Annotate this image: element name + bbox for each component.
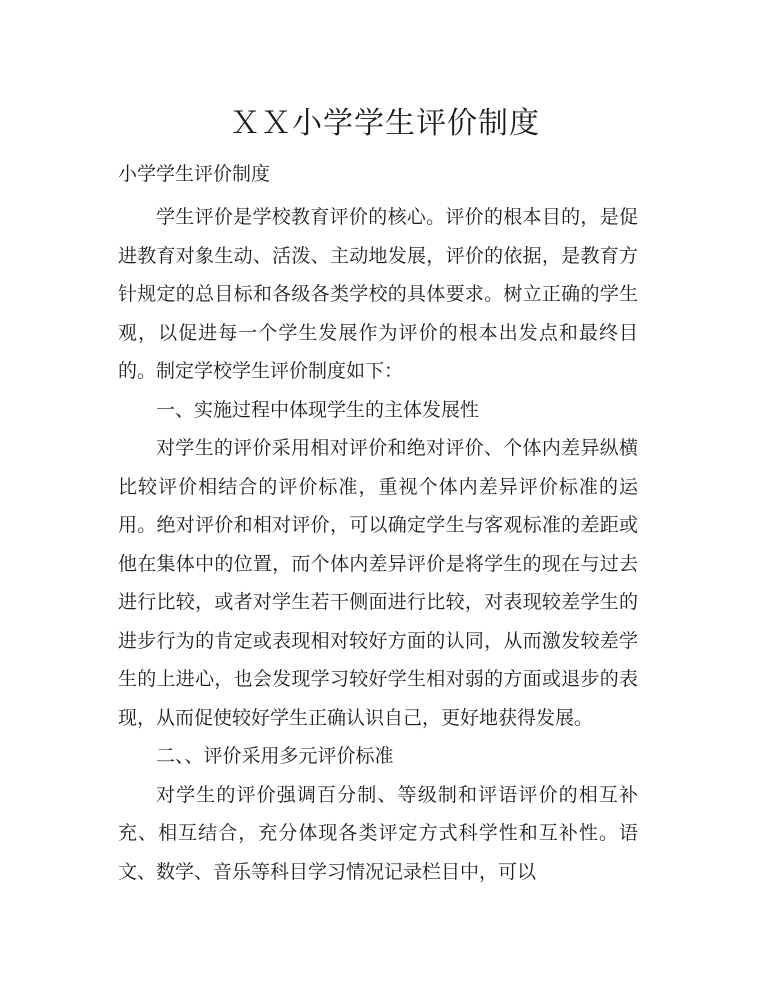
paragraph-section-1: 对学生的评价采用相对评价和绝对评价、个体内差异纵横比较评价相结合的评价标准，重视个体内差异评价标准的运用。绝对评价和相对评价，可以确定学生与客观标准的差距或他在集体中的位置，而个体内差异评价是将学生的现在与过去进行比较，或者对学生若干侧面进行比较，对表现较差学生的进步行为的肯定或表现相对较好方面的认同，从而激发较差学生的上进心，也会发现学习较好学生相对弱的方面或退步的表现，从而促使较好学生正确认识自己，更好地获得发展。 xyxy=(118,437,638,729)
paragraph-intro: 学生评价是学校教育评价的核心。评价的根本目的，是促进教育对象生动、活泼、主动地发展，评价的依据，是教育方针规定的总目标和各级各类学校的具体要求。树立正确的学生观，以促进每一个学生发展作为评价的根本出发点和最终目的。制定学校学生评价制度如下： xyxy=(118,206,638,382)
document-subtitle: 小学学生评价制度 xyxy=(118,163,271,185)
document-title: ＸＸ小学学生评价制度 xyxy=(230,106,540,141)
section-heading-1: 一、实施过程中体现学生的主体发展性 xyxy=(156,398,480,421)
document-body xyxy=(118,198,638,891)
paragraph-section-2: 对学生的评价强调百分制、等级制和评语评价的相互补充、相互结合，充分体现各类评定方式科学性和互补性。语文、数学、音乐等科目学习情况记录栏目中，可以 xyxy=(118,783,638,883)
section-heading-2: 二、、评价采用多元评价标准 xyxy=(156,745,394,767)
